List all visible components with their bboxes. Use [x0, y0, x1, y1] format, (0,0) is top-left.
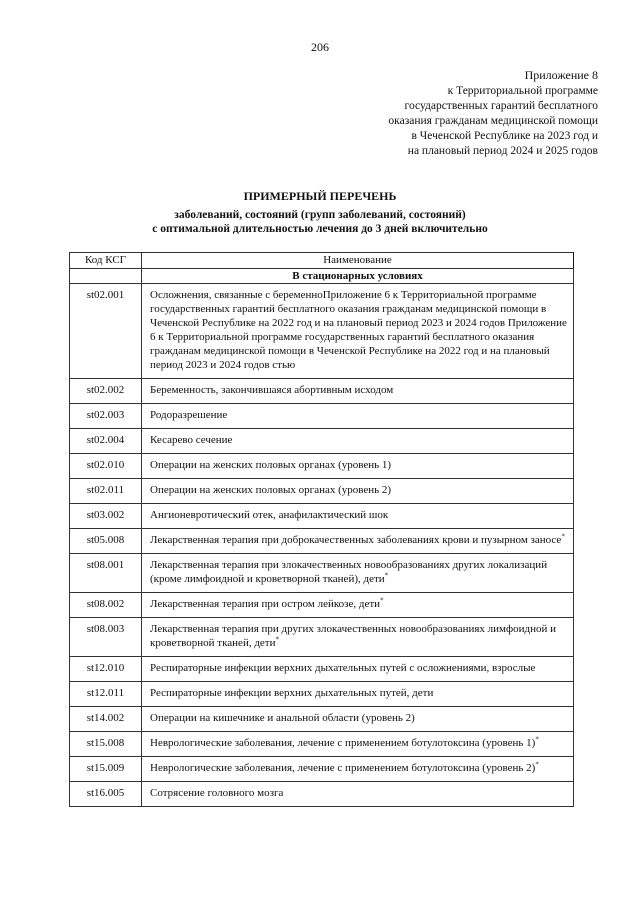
header-code: Код КСГ [70, 253, 142, 269]
table-row [70, 707, 574, 732]
ksg-name: Лекарственная терапия при злокачественных новообразованиях других локализаций (кроме лимфоидной и кроветворной тканей), дети [150, 559, 548, 585]
ksg-name: Ангионевротический отек, анафилактический шок [150, 509, 389, 521]
ksg-code: st03.002 [70, 504, 142, 529]
ksg-name: Беременность, закончившаяся абортивным исходом [150, 384, 394, 396]
ksg-name: Неврологические заболевания, лечение с применением ботулотоксина (уровень 2) [150, 762, 536, 774]
ksg-name: Осложнения, связанные с беременноПриложение 6 к Территориальной программе государственных гарантий бесплатного оказания гражданам медицинской помощи в Чеченской Республике на 2022 год и на плановый период 2023 и 2024 годов Приложение 6 к Территориальной программе государственных гарантий бесплатного оказания гражданам медицинской помощи в Чеченской Республике на 2022 год и на плановый период 2023 и 2024 годов стью [150, 289, 567, 371]
ksg-table [69, 252, 574, 807]
appendix-title: Приложение 8 [524, 68, 598, 82]
footnote-marker: * [561, 532, 565, 541]
ksg-name-cell [142, 782, 574, 807]
ksg-name-cell [142, 618, 574, 657]
table-row [70, 429, 574, 454]
ksg-name: Операции на кишечнике и анальной области (уровень 2) [150, 712, 415, 724]
ksg-name: Родоразрешение [150, 409, 228, 421]
ksg-name-cell [142, 757, 574, 782]
ksg-name-cell [142, 404, 574, 429]
ksg-name-cell [142, 593, 574, 618]
ksg-code: st08.001 [70, 554, 142, 593]
footnote-marker: * [275, 635, 280, 644]
table-row [70, 379, 574, 404]
header-name: Наименование [142, 253, 574, 269]
ksg-code: st05.008 [70, 529, 142, 554]
table-row [70, 529, 574, 554]
ksg-code: st02.010 [70, 454, 142, 479]
ksg-code: st08.002 [70, 593, 142, 618]
ksg-name-cell [142, 732, 574, 757]
ksg-name: Респираторные инфекции верхних дыхательных путей, дети [150, 687, 434, 699]
ksg-name-cell [142, 529, 574, 554]
ksg-name: Неврологические заболевания, лечение с применением ботулотоксина (уровень 1) [150, 737, 536, 749]
ksg-name: Лекарственная терапия при доброкачественных заболеваниях крови и пузырном заносе [150, 534, 562, 546]
ksg-code: st02.004 [70, 429, 142, 454]
ksg-name-cell [142, 657, 574, 682]
table-row [70, 504, 574, 529]
ksg-name-cell [142, 554, 574, 593]
ksg-name: Операции на женских половых органах (уровень 1) [150, 459, 392, 471]
ksg-name: Кесарево сечение [150, 434, 233, 446]
table-row [70, 554, 574, 593]
table-row [70, 757, 574, 782]
ksg-code: st02.011 [70, 479, 142, 504]
ksg-name-cell [142, 454, 574, 479]
footnote-marker: * [535, 760, 539, 769]
table-row [70, 593, 574, 618]
ksg-code: st15.008 [70, 732, 142, 757]
footnote-marker: * [380, 596, 384, 605]
ksg-code: st12.010 [70, 657, 142, 682]
section-title: В стационарных условиях [142, 269, 574, 284]
footnote-marker: * [384, 571, 389, 580]
ksg-name-cell [142, 707, 574, 732]
ksg-name: Операции на женских половых органах (уровень 2) [150, 484, 392, 496]
table-row [70, 732, 574, 757]
table-row [70, 657, 574, 682]
ksg-code: st16.005 [70, 782, 142, 807]
page-number: 206 [311, 40, 329, 54]
ksg-name-cell [142, 479, 574, 504]
ksg-code: st15.009 [70, 757, 142, 782]
ksg-name-cell [142, 429, 574, 454]
document-subheading: заболеваний, состояний (групп заболеваний, состояний) с оптимальной длительностью лечения до 3 дней включительно [152, 209, 488, 235]
ksg-code: st02.001 [70, 284, 142, 379]
footnote-marker: * [535, 735, 539, 744]
ksg-name: Сотрясение головного мозга [150, 787, 284, 799]
table-row [70, 479, 574, 504]
ksg-code: st12.011 [70, 682, 142, 707]
document-heading: ПРИМЕРНЫЙ ПЕРЕЧЕНЬ [243, 189, 397, 203]
table-row [70, 682, 574, 707]
ksg-name-cell [142, 682, 574, 707]
ksg-code: st02.003 [70, 404, 142, 429]
ksg-name: Лекарственная терапия при других злокачественных новообразованиях лимфоидной и кроветворной тканей, дети [150, 623, 557, 649]
ksg-name-cell [142, 284, 574, 379]
appendix-text: к Территориальной программе государственных гарантий бесплатного оказания гражданам медицинской помощи в Чеченской Республике на 2023 год и на плановый период 2024 и 2025 годов [388, 85, 598, 157]
ksg-name-cell [142, 379, 574, 404]
table-row [70, 782, 574, 807]
ksg-name: Респираторные инфекции верхних дыхательных путей с осложнениями, взрослые [150, 662, 536, 674]
table-row [70, 454, 574, 479]
ksg-code: st08.003 [70, 618, 142, 657]
table-header-row [70, 253, 574, 269]
table-row [70, 404, 574, 429]
ksg-name-cell [142, 504, 574, 529]
ksg-code: st14.002 [70, 707, 142, 732]
section-code-cell [70, 269, 142, 284]
section-row [70, 269, 574, 284]
ksg-code: st02.002 [70, 379, 142, 404]
ksg-name: Лекарственная терапия при остром лейкозе, дети [150, 598, 381, 610]
table-row [70, 284, 574, 379]
table-row [70, 618, 574, 657]
